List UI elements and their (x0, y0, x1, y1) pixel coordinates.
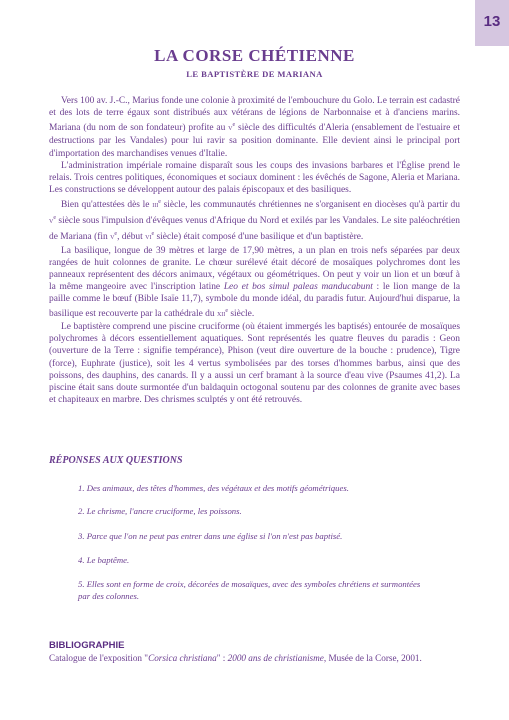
p3-b: siècle, les communautés chrétiennes ne s'organisent en diocèses qu'à partir du (160, 200, 460, 211)
p3-sc1: III (152, 203, 159, 210)
p3-sc2: V (49, 219, 54, 226)
answers-heading: RÉPONSES AUX QUESTIONS (49, 455, 183, 466)
p3-sup1: e (158, 198, 161, 205)
page-number: 13 (475, 0, 509, 46)
answer-1: 1. Des animaux, des têtes d'hommes, des végétaux et des motifs géométriques. (78, 483, 349, 493)
p3-sup3: e (114, 231, 118, 238)
p3-e: siècle) était composé d'une basilique et d'un baptistère. (154, 232, 364, 243)
p3-sc4: VI (145, 235, 152, 242)
article-body (49, 95, 460, 406)
paragraph-5: Le baptistère comprend une piscine cruciforme (où étaient immergés les baptisés) entourée de mosaïques polychromes à décors essentiellement aquatiques. Sont représentés les quatre fleuves du paradis : Geon (ouverture de la Terre : signifie tempérance), Phison (veut dire ouverture de la bouche : prudence), Tigre (force), Euphrate (justice), soit les 4 vertus symbolisées par des torses d'hommes barbus, ainsi que des poissons, des dauphins, des canards. Il y a aussi un cerf bramant à la source d'eau vive (Psaumes 41,2). La piscine était sans doute surmontée d'un baldaquin octogonal soutenu par des colonnes de granite avec bases et chapiteaux en marbre. Des chrismes sculptés y ont été retrouvés. (49, 322, 460, 405)
p4-a: La basilique, longue de 39 mètres et large de 17,90 mètres, a un plan en trois nefs séparées par deux rangées de huit colonnes de granite. Le chœur surélevé était décoré de mosaïques polychromes dont les panneaux représentent des décors animaux, végétaux ou géométriques. On peut y voir un lion et un bœuf à la même mangeoire avec l'inscription latine (49, 245, 460, 292)
biblio-prefix: Catalogue de l'exposition " (49, 653, 149, 663)
answer-3: 3. Parce que l'on ne peut pas entrer dans une église si l'on n'est pas baptisé. (78, 531, 343, 541)
p3-sup2: e (53, 215, 57, 222)
p3-sc3: V (110, 235, 115, 242)
bibliography-entry (49, 652, 461, 664)
biblio-mid: " : (216, 653, 228, 663)
p3-sup4: e (151, 231, 155, 238)
paragraph-3 (49, 196, 460, 245)
p1-rest: siècle des difficultés d'Aleria (ensablement de l'estuaire et destructions par les Vandales) pour lui ravir sa position dominante. Elle devient ainsi le principal port d'importation des marchandises venues d'Italie. (49, 123, 460, 159)
page-subtitle: LE BAPTISTÈRE DE MARIANA (186, 69, 323, 79)
biblio-subtitle: 2000 ans de christianisme (227, 653, 324, 663)
latin-inscription: Leo et bos simul paleas manducabunt (223, 281, 373, 292)
paragraph-2: L'administration impériale romaine disparaît sous les coups des invasions barbares et l'Église prend le relais. Trois centres politiques, économiques et sociaux dominent : les évêchés de Sagone, Aleria et Mariana. Les constructions se développent autour des palais épiscopaux et des basiliques. (49, 160, 460, 195)
p3-d: , début (117, 232, 146, 243)
p4-b: : le lion mange de la paille comme le bœuf (Bible Isaïe 11,7), symbole du monde idéal, du paradis futur. Aujourd'hui disparue, la basilique est recouverte par la cathédrale du (49, 281, 461, 320)
page-title: LA CORSE CHÉTIENNE (154, 46, 355, 65)
p1-text: Vers 100 av. J.-C., Marius fonde une colonie à proximité de l'embouchure du Golo. Le terrain est cadastré et des lots de terre égaux sont distribués aux vétérans de légions de Narbonnaise et à d'anciens marins. Mariana (du nom de son fondateur) profite au (49, 96, 460, 134)
p1-century: V (228, 126, 233, 133)
p1-sup: e (232, 122, 236, 129)
p4-sup: e (225, 308, 228, 315)
paragraph-4 (49, 245, 460, 322)
biblio-suffix: , Musée de la Corse, 2001. (323, 653, 422, 663)
answer-2: 2. Le chrisme, l'ancre cruciforme, les poissons. (78, 506, 242, 516)
answer-4: 4. Le baptême. (78, 555, 130, 565)
p4-c: siècle. (227, 309, 255, 320)
p3-a: Bien qu'attestées dès le (61, 200, 153, 211)
bibliography-heading: BIBLIOGRAPHIE (49, 640, 125, 651)
paragraph-1 (49, 95, 460, 160)
answer-5: 5. Elles sont en forme de croix, décorées de mosaïques, avec des symboles chrétiens et surmontées par des colonnes. (78, 579, 421, 602)
biblio-exhibition: Corsica christiana (148, 653, 217, 663)
p4-sc: XII (216, 312, 226, 319)
p3-c: siècle sous l'impulsion d'évêques venus d'Afrique du Nord et exilés par les Vandales. Le site paléochrétien de Mariana (fin (49, 216, 460, 243)
